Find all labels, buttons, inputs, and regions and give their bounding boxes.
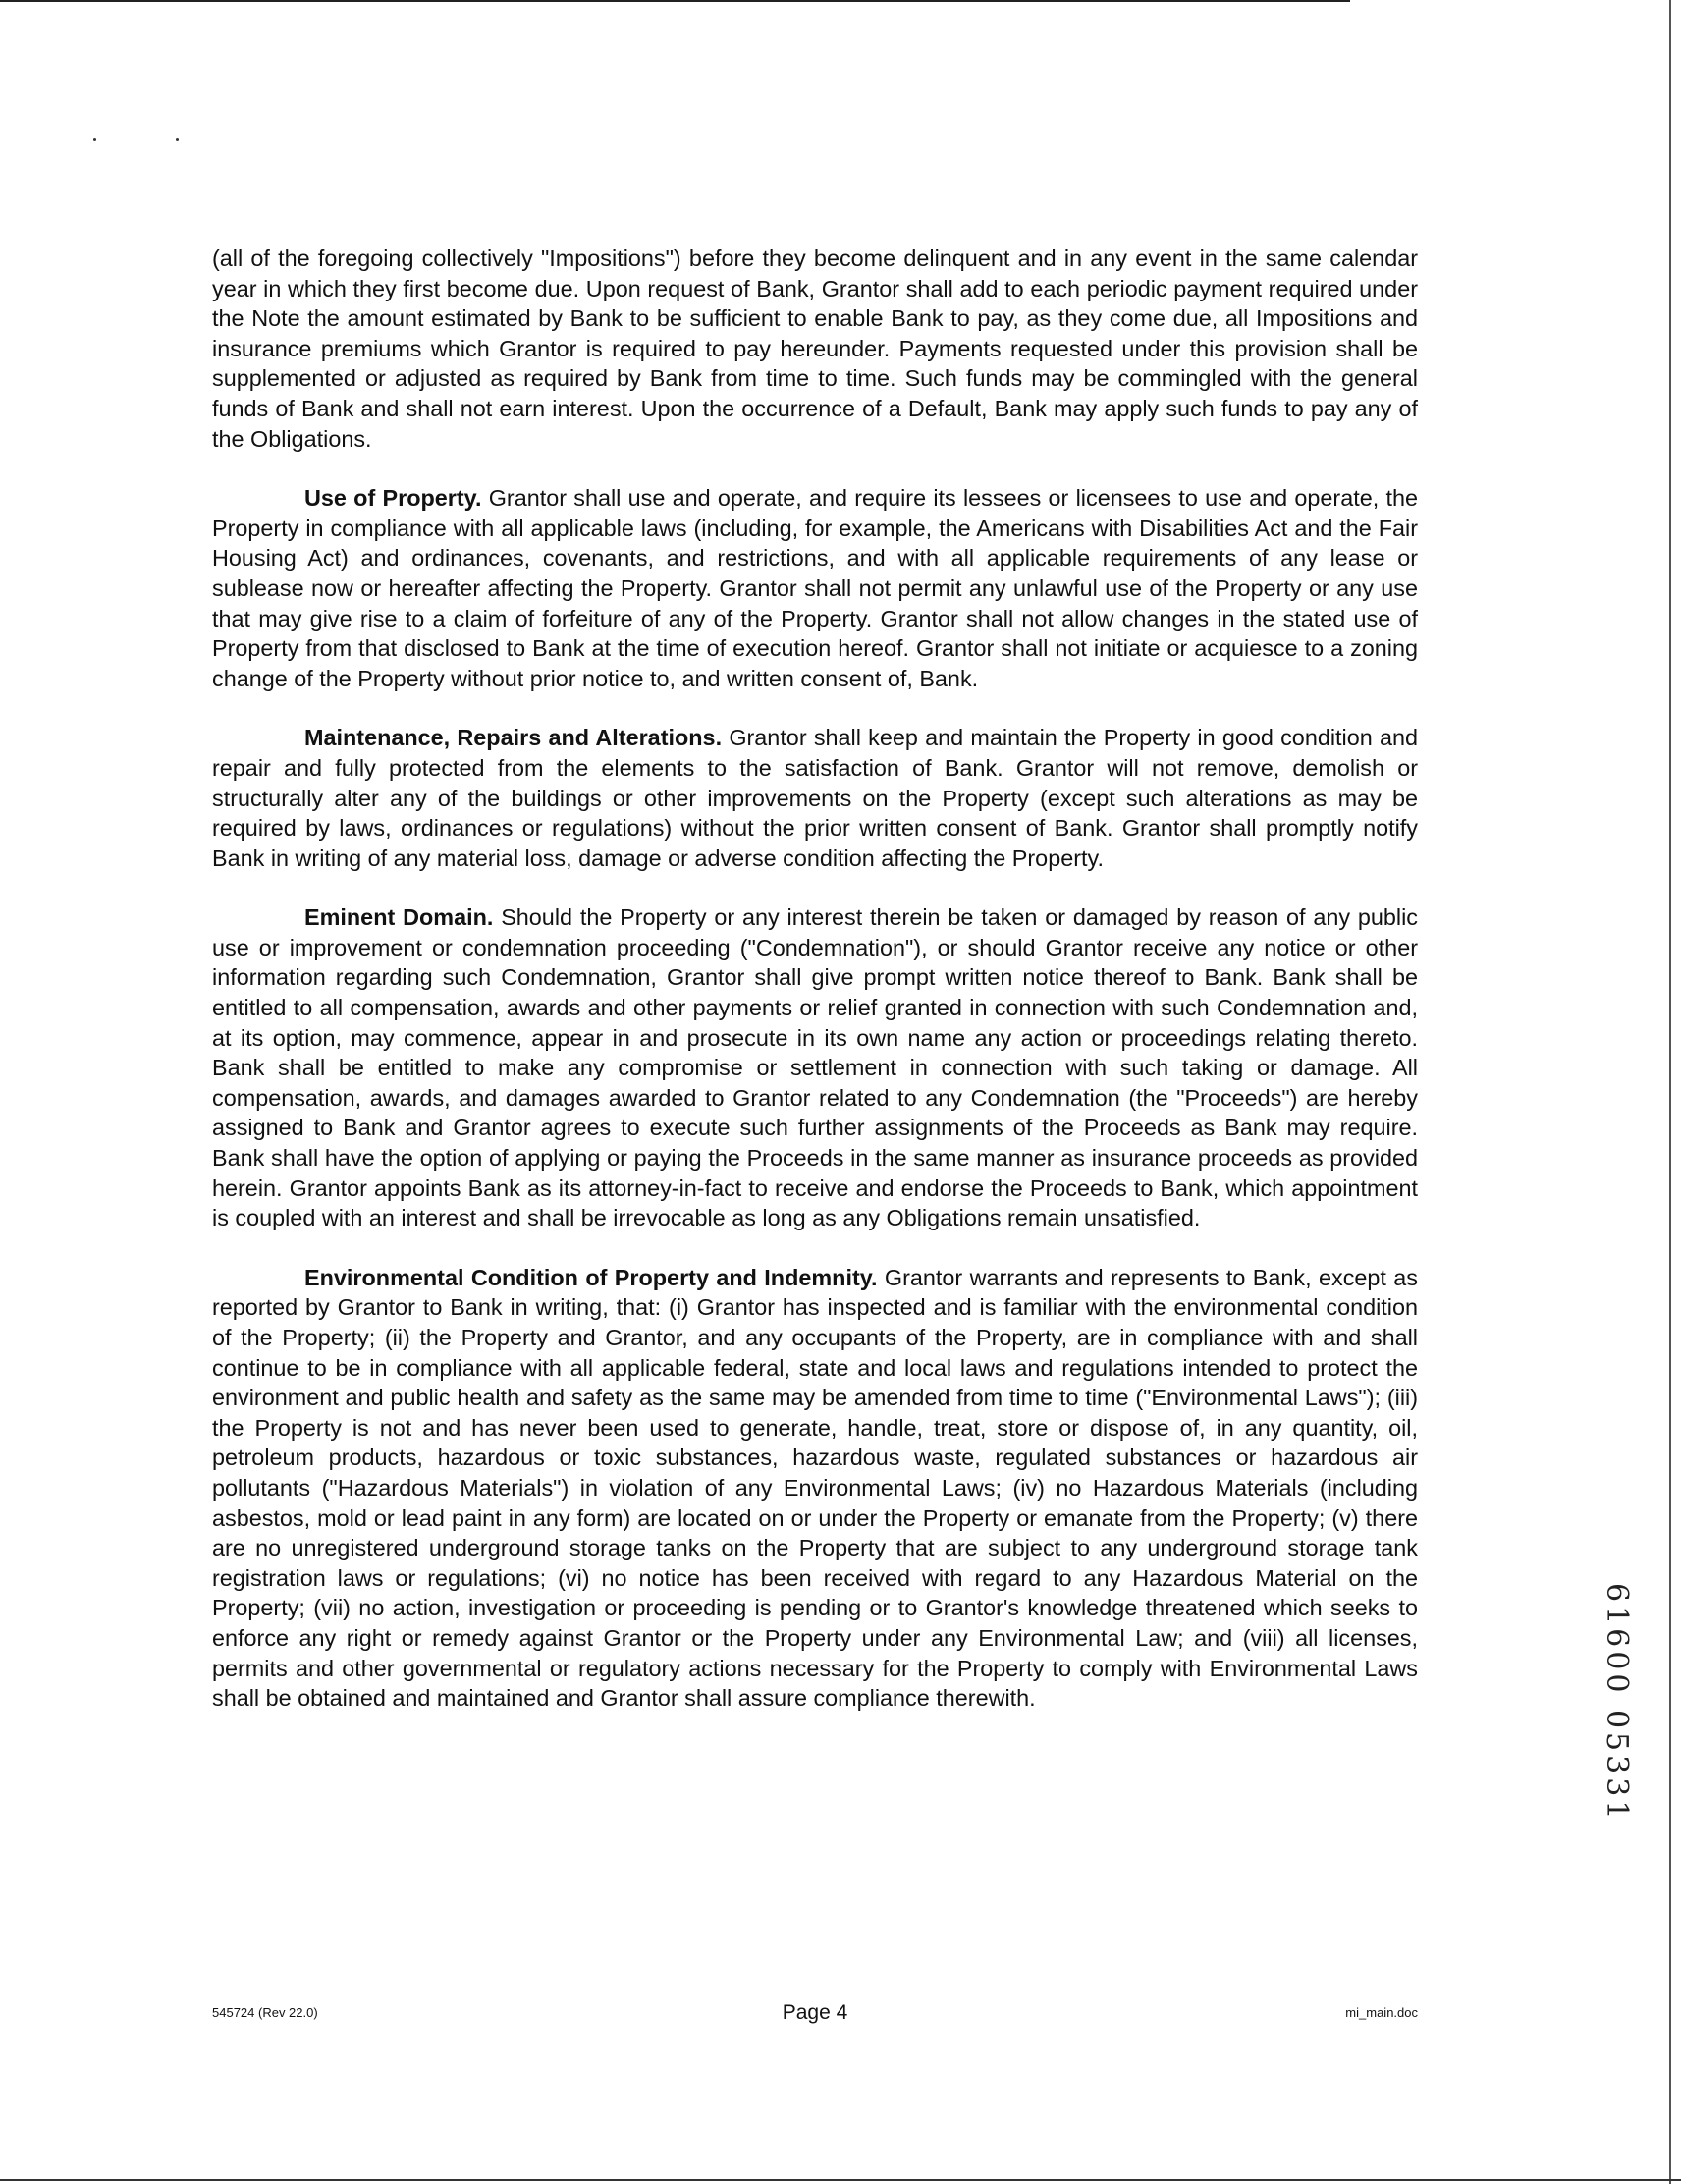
- page-number: Page 4: [782, 2001, 848, 2024]
- paragraph-text: (all of the foregoing collectively "Impositions") before they become delinquent and in any event in the same calendar year in which they first become due. Upon request of Bank, Grantor shall add to each periodic payment required under the Note the amount estimated by Bank to be sufficient to enable Bank to pay, as they come due, all Impositions and insurance premiums which Grantor is required to pay hereunder. Payments requested under this provision shall be supplemented or adjusted as required by Bank from time to time. Such funds may be commingled with the general funds of Bank and shall not earn interest. Upon the occurrence of a Default, Bank may apply such funds to pay any of the Obligations.: [212, 246, 1418, 452]
- section-heading: Use of Property.: [304, 485, 482, 512]
- scan-speck: [176, 138, 179, 141]
- scan-right-edge: [1669, 0, 1671, 2184]
- scan-top-edge: [0, 0, 1350, 2]
- paragraph-text: Should the Property or any interest therein be taken or damaged by reason of any public use or improvement or condemnation proceeding ("Condemnation"), or should Grantor receive any notice or other information regarding such Condemnation, Grantor shall give prompt written notice thereof to Bank. Bank shall be entitled to all compensation, awards and other payments or relief granted in connection with such Condemnation and, at its option, may commence, appear in and prosecute in its own name any action or proceedings relating thereto. Bank shall be entitled to make any compromise or settlement in connection with such taking or damage. All compensation, awards, and damages awarded to Grantor related to any Condemnation (the "Proceeds") are hereby assigned to Bank and Grantor agrees to execute such further assignments of the Proceeds as Bank may require. Bank shall have the option of applying or paying the Proceeds in the same manner as insurance proceeds as provided herein. Grantor appoints Bank as its attorney-in-fact to receive and endorse the Proceeds to Bank, which appointment is coupled with an interest and shall be irrevocable as long as any Obligations remain unsatisfied.: [212, 904, 1418, 1231]
- paragraph-eminent-domain: [212, 902, 1418, 1233]
- section-heading: Maintenance, Repairs and Alterations.: [304, 725, 723, 751]
- paragraph-use-of-property: [212, 483, 1418, 693]
- section-heading: Environmental Condition of Property and Indemnity.: [304, 1264, 878, 1290]
- paragraph-environmental: [212, 1263, 1418, 1714]
- file-name: mi_main.doc: [1345, 2005, 1418, 2020]
- form-number: 545724 (Rev 22.0): [212, 2005, 318, 2020]
- paragraph-text: Grantor warrants and represents to Bank, except as reported by Grantor to Bank in writing, that: (i) Grantor has inspected and is familiar with the environmental condition of the Property; (ii) the Property and Grantor, and any occupants of the Property, are in compliance with and shall continue to be in compliance with all applicable federal, state and local laws and regulations intended to protect the environment and public health and safety as the same may be amended from time to time ("Environmental Laws"); (iii) the Property is not and has never been used to generate, handle, treat, store or dispose of, in any quantity, oil, petroleum products, hazardous or toxic substances, hazardous waste, regulated substances or hazardous air pollutants ("Hazardous Materials") in violation of any Environmental Laws; (iv) no Hazardous Materials (including asbestos, mold or lead paint in any form) are located on or under the Property or emanate from the Property; (v) there are no unregistered underground storage tanks on the Property that are subject to any underground storage tank registration laws or regulations; (vi) no notice has been received with regard to any Hazardous Material on the Property; (vii) no action, investigation or proceeding is pending or to Grantor's knowledge threatened which seeks to enforce any right or remedy against Grantor or the Property under any Environmental Law; and (viii) all licenses, permits and other governmental or regulatory actions necessary for the Property to comply with Environmental Laws shall be obtained and maintained and Grantor shall assure compliance therewith.: [212, 1264, 1418, 1712]
- margin-stamp: 61600 05331: [1600, 1583, 1634, 1824]
- paragraph-text: Grantor shall keep and maintain the Property in good condition and repair and fully protected from the elements to the satisfaction of Bank. Grantor will not remove, demolish or structurally alter any of the buildings or other improvements on the Property (except such alterations as may be required by laws, ordinances or regulations) without the prior written consent of Bank. Grantor shall promptly notify Bank in writing of any material loss, damage or adverse condition affecting the Property.: [212, 725, 1418, 871]
- scan-speck: [93, 138, 96, 141]
- paragraph-maintenance: [212, 723, 1418, 873]
- page-footer: [212, 2001, 1418, 2031]
- section-heading: Eminent Domain.: [304, 904, 494, 931]
- paragraph-text: Grantor shall use and operate, and require its lessees or licensees to use and operate, the Property in compliance with all applicable laws (including, for example, the Americans with Disabilities Act and the Fair Housing Act) and ordinances, covenants, and restrictions, and with all applicable requirements of any lease or sublease now or hereafter affecting the Property. Grantor shall not permit any unlawful use of the Property or any use that may give rise to a claim of forfeiture of any of the Property. Grantor shall not allow changes in the stated use of Property from that disclosed to Bank at the time of execution hereof. Grantor shall not initiate or acquiesce to a zoning change of the Property without prior notice to, and written consent of, Bank.: [212, 485, 1418, 691]
- scan-bottom-edge: [0, 2179, 1681, 2181]
- paragraph-impositions: [212, 244, 1418, 454]
- document-body: [212, 244, 1418, 1743]
